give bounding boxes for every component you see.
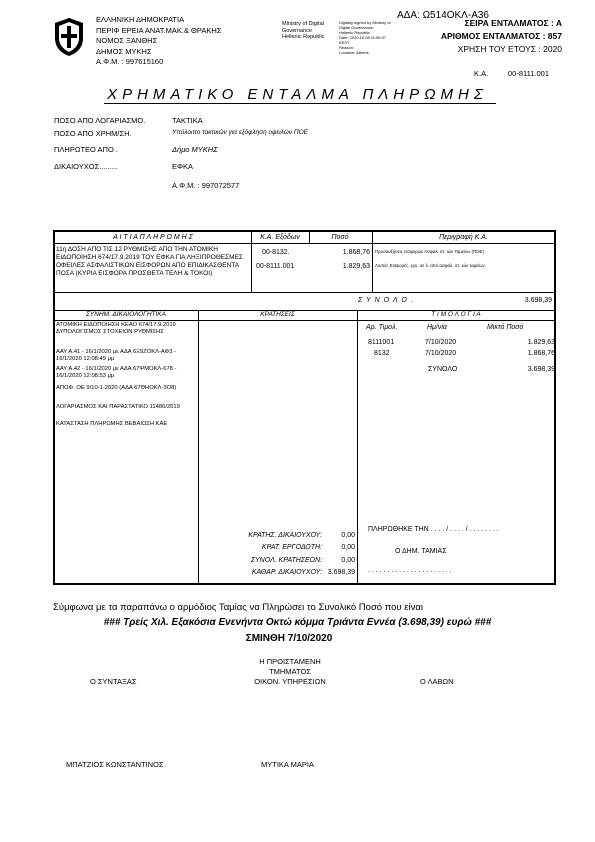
row-amount: 1.829,63 <box>342 263 370 270</box>
warrant-series: ΣΕΙΡΑ ΕΝΤΑΛΜΑΤΟΣ : Α ΑΡΙΘΜΟΣ ΕΝΤΑΛΜΑΤΟΣ : 857 ΧΡΗΣΗ ΤΟΥ ΕΤΟΥΣ : 2020 <box>440 18 562 54</box>
inv-header-amount: Μικτό Ποσό <box>487 324 524 331</box>
synolo-value: 3.698,39 <box>524 297 552 304</box>
deduction-value: 0,00 <box>341 544 355 551</box>
finance-services: ΟΙΚΟΝ. ΥΠΗΡΕΣΙΩΝ <box>254 677 326 686</box>
invoice-total: 3.698,39 <box>527 366 555 373</box>
doc-item: ΛΟΓΑΡΙΑΣΜΟΣ ΚΑΙ ΠΑΡΑΣΤΑΤΙΚΟ 11486/2019 <box>56 404 180 410</box>
beneficiary-name: ΕΦΚΑ <box>172 162 193 171</box>
head-title: ΤΜΗΜΑΤΟΣ <box>269 667 311 676</box>
deduction-label: ΚΡΑΤ. ΕΡΓΟΔΟΤΗ: <box>261 544 322 551</box>
amount-in-words: ### Τρείς Χιλ. Εξακόσια Ενενήντα Οκτώ κόμμα Τριάντα Εννέα (3.698,39) ευρώ ### <box>103 617 492 628</box>
deduction-value: 3.698,39 <box>327 569 355 576</box>
row-ka: 00-8111.001 <box>256 263 295 270</box>
info-label: ΠΟΣΟ ΑΠΟ ΧΡΗΜ/ΣΗ. <box>54 129 132 138</box>
info-label: ΠΛΗΡΩΤΕΟ ΑΠΟ . <box>54 145 118 154</box>
treasurer-title: Ο ΔΗΜ. ΤΑΜΙΑΣ <box>395 548 447 555</box>
info-label: ΠΟΣΟ ΑΠΟ ΛΟΓΑΡΙΑΣΜΟ. <box>54 116 146 125</box>
issue-date: ΣΜΙΝΘΗ 7/10/2020 <box>245 633 333 644</box>
info-value: ΤΑΚΤΙΚΑ <box>172 116 203 125</box>
issuer-line: ΔΗΜΟΣ ΜΥΚΗΣ <box>96 46 152 56</box>
deduction-label: ΚΡΑΤΗΣ. ΔΙΚΑΙΟΥΧΟΥ: <box>248 532 322 539</box>
timologia-header: Τ Ι Μ Ο Λ Ο Γ Ι Α <box>431 311 481 318</box>
doc-item: ΑΤΟΜΙΚΗ ΕΙΔΟΠΟΙΗΣΗ ΚΕΑΟ 674/17.9.2019 ΔΥΠΟΛΟΓΙΣΜΟΣ ΣΤΟΧΕΙΩΝ ΡΥΘΜΙΣΗΣ <box>56 322 176 336</box>
invoice-amount: 1.868,76 <box>527 350 555 357</box>
digital-signature-right: Digitally signed by Ministry of Digital Governance, Hellenic Republic Date: 2020.10.08 11:59:37 EEST Reason: Location: Athens <box>339 20 391 55</box>
invoice-number: 8132 <box>374 350 390 357</box>
payment-statement: Σύμφωνα με τα παραπάνω ο αρμόδιος Ταμίας να Πληρώσει το Συνολικό Ποσό που είναι <box>53 602 423 613</box>
head-name: ΜΥΤΙΚΑ ΜΑΡΙΑ <box>261 760 314 769</box>
issuer-afm: Α.Φ.Μ. : 997615160 <box>96 57 164 66</box>
row-ka: 00-8132. <box>262 249 290 256</box>
receiver-title: Ο ΛΑΒΩΝ <box>420 677 454 686</box>
issuer-line: ΠΕΡΙΦ ΕΡΕΙΑ ΑΝΑΤ.ΜΑΚ.& ΘΡΑΚΗΣ <box>96 25 222 35</box>
invoice-date: 7/10/2020 <box>425 339 457 346</box>
kratiseis-header: ΚΡΑΤΗΣΕΙΣ <box>260 311 295 318</box>
composer-title: Ο ΣΥΝΤΑΞΑΣ <box>90 677 137 686</box>
deduction-label: ΚΑΘΑΡ. ΔΙΚΑΙΟΥΧΟΥ: <box>251 569 322 576</box>
doc-item: ΑΠΟΦ. ΟΕ 9/10-1-2020 (ΑΔΑ 67ΘΗΟΚΛ-3Ο8) <box>56 385 177 391</box>
doc-item: ΚΑΤΑΣΤΑΣΗ ΠΛΗΡΩΜΗΣ ΒΕΒΑΙΩΣΗ ΚΑΕ <box>56 421 168 427</box>
invoice-number: 8111001 <box>368 339 395 346</box>
paid-on-line: ΠΛΗΡΩΘΗΚΕ ΤΗΝ . . . . / . . . . / . . . . . . . . <box>368 526 499 533</box>
row-desc: Προσαυξήσεις εισφορών Ασφαλ. στ. ιών Ταμείων (ΠΟΕ) <box>375 249 484 254</box>
aitia-text: 11η ΔΟΣΗ ΑΠΟ ΤΙΣ 12 ΡΥΘΜΙΣΗΣ ΑΠΟ ΤΗΝ ΑΤΟΜΙΚΗ ΕΙΔΟΠΟΙΗΣΗ 674/17.9.2019 ΤΟΥ ΕΦΚΑ ΓΙΑ ΛΗΞΙΠΡΟΘΕΣΜΕΣ ΟΦΕΙΛΕΣ ΑΣΦΑΛΙΣΤΙΚΩΝ ΕΙΣΦΟΡΩΝ ΑΠΟ ΕΠΙΔΙΚΑΣΘΕΝΤΑ ΠΟΣΑ (ΚΥΡΙΑ ΕΙΣΦΟΡΑ ΠΡΟΣΘΕΤΑ ΤΕΛΗ & ΤΟΚΟΙ) <box>56 246 243 277</box>
synim-header: ΣΥΝΗΜ. ΔΙΚΑΙΟΛΟΓΗΤΙΚΑ <box>86 311 166 318</box>
deduction-value: 0,00 <box>341 557 355 564</box>
ka-value: 00-8111.001 <box>508 69 550 78</box>
beneficiary-afm: Α.Φ.Μ. : 997072577 <box>172 181 240 190</box>
title-underline <box>104 103 496 104</box>
poso-header: Ποσό <box>331 234 349 241</box>
synolo-label: Σ Υ Ν Ο Λ Ο . <box>358 297 414 304</box>
digital-signature-left: Ministry of Digital Governance Hellenic Republic <box>282 21 325 40</box>
invoice-total-label: ΣΥΝΟΛΟ <box>428 366 458 373</box>
row-desc: Λοιπές Εισφορές, εργ. σε λ. από ασφαλ. στ. ιών ταμείων <box>375 263 485 268</box>
head-title: Η ΠΡΟΙΣΤΑΜΕΝΗ <box>259 657 321 666</box>
deduction-label: ΣΥΝΟΛ. ΚΡΑΤΗΣΕΩΝ: <box>250 557 322 564</box>
row-amount: 1.868,76 <box>342 249 370 256</box>
invoice-date: 7/10/2020 <box>425 350 457 357</box>
inv-header-ar: Αρ. Τιμολ. <box>366 324 398 331</box>
info-value: Υπόλοιπο τακτικών για εξόφληση οφειλών ΠΟΕ <box>172 129 308 136</box>
issuer-block <box>96 15 221 68</box>
signature-dots: . . . . . . . . . . . . . . . . . . . . . . <box>368 567 452 574</box>
deduction-value: 0,00 <box>341 532 355 539</box>
ka-label: Κ.Α. <box>474 69 489 78</box>
inv-header-date: Ημ/νία <box>427 324 447 331</box>
aitia-header: Α Ι Τ Ι Α Π Λ Η Ρ Ω Μ Η Σ <box>113 234 193 241</box>
coat-of-arms-emblem <box>52 16 86 58</box>
composer-name: ΜΠΑΤΖΙΟΣ ΚΩΝΣΤΑΝΤΙΝΟΣ <box>66 760 164 769</box>
doc-item: ΑΑΥ Α.42 - 16/1/2020 με ΑΔΑ 67ΨΜΟΚΛ-678 - 16/1/2020 12:08:53 μμ <box>56 366 177 380</box>
issuer-line: ΝΟΜΟΣ ΞΑΝΘΗΣ <box>96 36 158 45</box>
doc-item: ΑΑΥ Α.41 - 16/1/2020 με ΑΔΑ 6Ξ9ΖΟΚΛ-ΑΦ3 - 16/1/2020 12:08:49 μμ <box>56 349 176 363</box>
ka-eidoys-header: Κ.Α. Εξόδων <box>260 234 300 241</box>
issuer-line: ΕΛΛΗΝΙΚΗ ΔΗΜΟΚΡΑΤΙΑ <box>96 15 185 24</box>
perigrafi-header: Περιγραφή Κ.Α. <box>439 234 488 241</box>
info-label: ΔΙΚΑΙΟΥΧΟΣ......... <box>54 162 119 171</box>
info-value: Δήμο ΜΥΚΗΣ <box>172 145 218 154</box>
ada-code: ΑΔΑ: Ω514ΟΚΛ-Α36 <box>397 10 489 21</box>
page-title: ΧΡΗΜΑΤΙΚΟ ΕΝΤΑΛΜΑ ΠΛΗΡΩΜΗΣ <box>107 86 488 103</box>
invoice-amount: 1.829,63 <box>527 339 555 346</box>
